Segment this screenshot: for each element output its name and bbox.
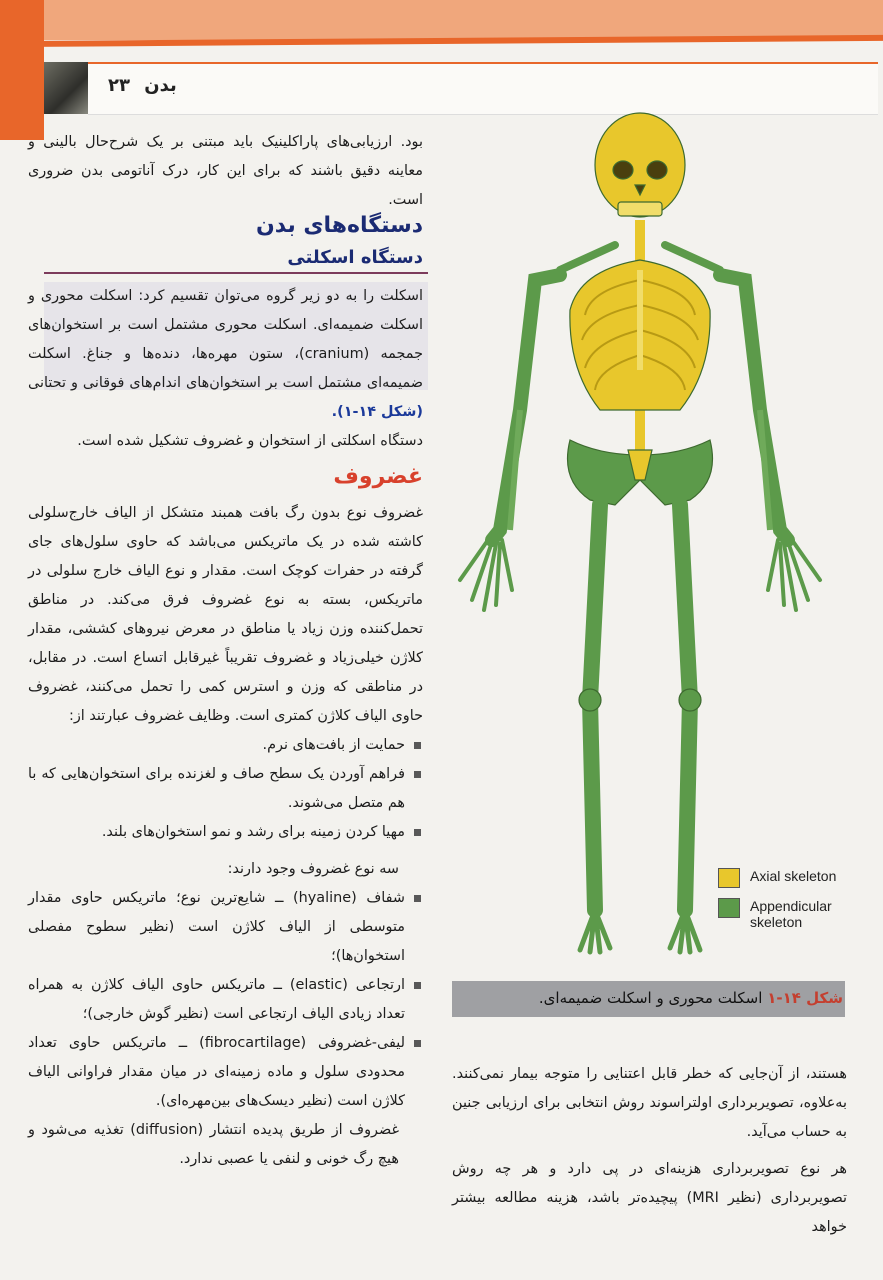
list-item: ارتجاعی (elastic) ــ ماتریکس حاوی الیاف کلاژن به همراه تعداد زیادی الیاف ارتجاعی است (نظیر گوش خارجی)؛ [28, 971, 423, 1029]
list-item: مهیا کردن زمینه برای رشد و نمو استخوان‌های بلند. [28, 818, 423, 847]
header-thumbnail [44, 62, 88, 114]
left-edge-strip [0, 0, 44, 140]
page-number: ۲۳ [108, 75, 130, 96]
caption-text: اسکلت محوری و اسکلت ضمیمه‌ای. [538, 989, 763, 1007]
right-paragraph-1: هستند، از آن‌جایی که خطر قابل اعتنایی را متوجه بیمار نمی‌کنند. به‌علاوه، تصویربرداری اولتراسوند روش انتخابی برای ارزیابی جنین به حساب می‌آید. [452, 1066, 847, 1140]
intro-paragraph: بود. ارزیابی‌های پاراکلینیک باید مبتنی بر یک شرح‌حال بالینی و معاینه دقیق باشند که برای این کار، درک آناتومی بدن ضروری است. [28, 134, 423, 208]
diffusion-paragraph: غضروف از طریق پدیده انتشار (diffusion) تغذیه می‌شود و هیچ رگ خونی و لنفی یا عصبی ندارد. [28, 1122, 399, 1167]
header-title: بدن [144, 75, 177, 96]
running-header [88, 62, 878, 115]
right-column-text [452, 1060, 847, 1242]
cartilage-body [28, 499, 423, 1174]
list-item: حمایت از بافت‌های نرم. [28, 731, 423, 760]
figure-reference-link[interactable]: (شکل ۱۴-۱). [331, 404, 423, 420]
cartilage-paragraph: غضروف نوع بدون رگ بافت همبند متشکل از الیاف خارج‌سلولی کاشته شده در یک ماتریکس می‌باشد که حاوی سلول‌های جای گرفته در حفرات کوچک است. مقدار و نوع الیاف خارج سلولی در ماتریکس، بسته به نوع غضروف فرق می‌کند. در مناطق تحمل‌کننده وزن زیاد یا مناطق در معرض نیروهای کششی، مقدار کلاژن خیلی‌زیاد و غضروف تقریباً غیرقابل اتساع است. در مقابل، در مناطقی که وزن و استرس کمی را تحمل می‌کنند، غضروف حاوی الیاف کلاژن کمتری است. وظایف غضروف عبارتند از: [28, 505, 423, 724]
skeletal-paragraph: اسکلت را به دو زیر گروه می‌توان تقسیم کرد: اسکلت محوری و اسکلت ضمیمه‌ای. اسکلت محوری مشتمل است بر استخوان‌های جمجمه (cranium)، ستون مهره‌ها، دنده‌ها و جناغ. اسکلت ضمیمه‌ای مشتمل است بر استخوان‌های اندام‌های فوقانی و تحتانی (شکل ۱۴-۱). دستگاه اسکلتی از استخوان و غضروف تشکیل شده است. [28, 282, 423, 456]
header-text [100, 75, 177, 96]
types-list [28, 884, 423, 1116]
right-paragraph-2: هر نوع تصویربرداری هزینه‌ای در پی دارد و هر چه روش تصویربرداری (نظیر MRI) پیچیده‌تر باشد، هزینه مطالعه بیشتر خواهد [452, 1161, 847, 1235]
legend-swatch-axial [718, 868, 740, 888]
list-item: لیفی-غضروفی (fibrocartilage) ــ ماتریکس حاوی تعداد محدودی سلول و ماده زمینه‌ای در میان مقدار فراوانی الیاف کلاژن است (نظیر دیسک‌های بین‌مهره‌ای). [28, 1029, 423, 1116]
list-item: فراهم آوردن یک سطح صاف و لغزنده برای استخوان‌هایی که با هم متصل می‌شوند. [28, 760, 423, 818]
cartilage-section [28, 462, 423, 491]
figure-legend [718, 868, 850, 940]
subsection-title: دستگاه اسکلتی [287, 247, 423, 268]
caption-label: شکل ۱۴-۱ [767, 989, 843, 1007]
legend-swatch-appendicular [718, 898, 740, 918]
list-item: شفاف (hyaline) ــ شایع‌ترین نوع؛ ماتریکس حاوی مقدار متوسطی از الیاف کلاژن است (نظیر سطوح مفصلی استخوان‌ها)؛ [28, 884, 423, 971]
types-intro: سه نوع غضروف وجود دارند: [227, 861, 399, 877]
legend-item-appendicular: Appendicular skeleton [718, 898, 850, 930]
skeleton-figure [460, 113, 820, 952]
legend-item-axial: Axial skeleton [718, 868, 850, 888]
top-band [0, 0, 883, 40]
skeleton-illustration [440, 110, 840, 960]
functions-list [28, 731, 423, 847]
section-heading-block [28, 210, 423, 274]
skeletal-paragraph-2: دستگاه اسکلتی از استخوان و غضروف تشکیل شده است. [77, 433, 423, 449]
cartilage-title: غضروف [333, 464, 423, 489]
section-title: دستگاه‌های بدن [255, 213, 423, 238]
figure-caption [539, 989, 843, 1007]
